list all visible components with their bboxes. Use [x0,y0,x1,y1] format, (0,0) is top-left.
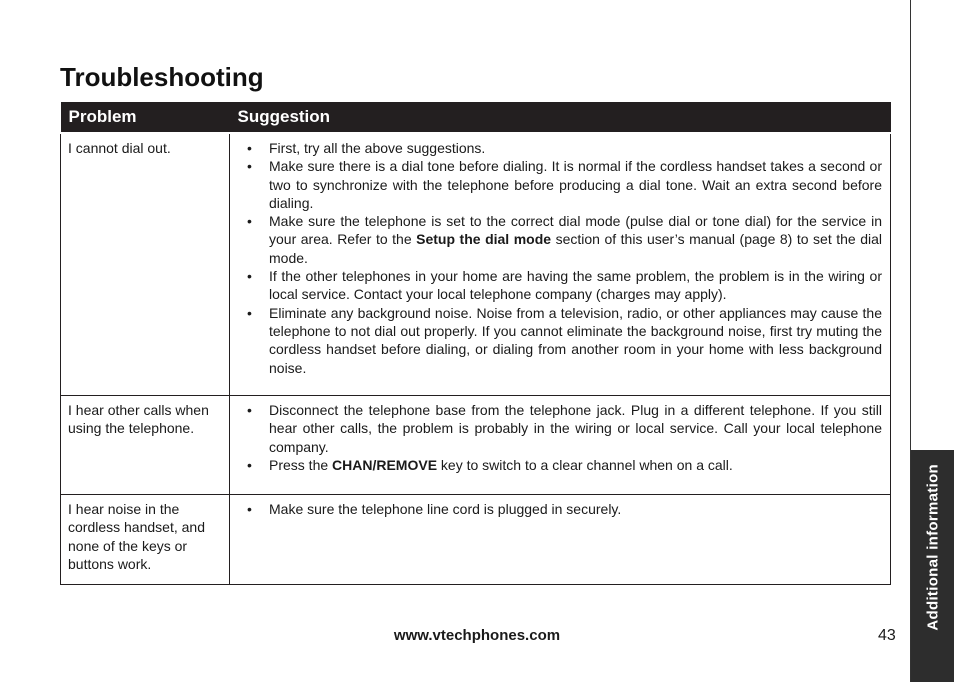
suggestion-item [244,212,882,267]
troubleshooting-table [60,102,891,585]
suggestion-text: Eliminate any background noise. Noise from a television, radio, or other appliances may cause the telephone to not dial out properly. If you cannot eliminate the background noise, first try muting the cordless handset before dialing, or dialing from another room in your home with less background noise. [269,304,882,376]
table-row [61,495,891,585]
suggestion-item [244,401,882,456]
bullet-icon: • [247,213,252,230]
suggestion-list [244,139,882,377]
suggestion-text: key to switch to a clear channel when on a call. [437,456,733,473]
header-problem: Problem [61,102,230,133]
header-suggestion: Suggestion [230,102,891,133]
suggestion-text: Make sure the telephone line cord is plugged in securely. [269,501,622,517]
suggestion-item [244,456,882,474]
table-header-row [61,102,891,133]
suggestion-item [244,157,882,212]
bullet-icon: • [247,304,252,321]
side-tab-label: Additional information [924,464,941,631]
suggestion-bold-text: Setup the dial mode [416,231,552,248]
problem-cell: I hear noise in the cordless handset, and none of the keys or buttons work. [61,495,230,585]
suggestion-text: Make sure the telephone is set to the correct dial mode (pulse dial or tone dial) for the service in your area. Refer to the [269,213,882,248]
table-row [61,396,891,495]
suggestion-cell [230,133,891,396]
table-row [61,133,891,396]
suggestion-text: First, try all the above suggestions. [269,140,486,156]
suggestion-text: If the other telephones in your home are having the same problem, the problem is in the wiring or local service. Contact your local telephone company (charges may apply). [269,268,882,303]
suggestion-text: Make sure there is a dial tone before dialing. It is normal if the cordless handset takes a second or two to synchronize with the telephone before producing a dial tone. Wait an extra second before dialing. [269,158,882,211]
page-title: Troubleshooting [60,62,264,92]
footer-website-link[interactable]: www.vtechphones.com [393,627,561,644]
bullet-icon: • [247,501,252,517]
bullet-icon: • [247,268,252,285]
suggestion-cell [230,396,891,495]
suggestion-item [244,500,882,518]
suggestion-item [244,304,882,377]
page-number: 43 [878,627,896,644]
suggestion-text: Press the [269,456,333,473]
suggestion-bold-text: CHAN/REMOVE [332,456,438,473]
suggestion-cell [230,495,891,585]
suggestion-item [244,139,882,157]
problem-cell: I hear other calls when using the telephone. [61,396,230,495]
suggestion-text: Disconnect the telephone base from the telephone jack. Plug in a different telephone. If you still hear other calls, the problem is probably in the wiring or local service. Call your local telephone company. [269,402,882,455]
bullet-icon: • [247,140,252,156]
suggestion-item [244,267,882,304]
suggestion-list [244,500,882,518]
section-side-tab [911,450,954,682]
problem-cell: I cannot dial out. [61,133,230,396]
suggestion-list [244,401,882,474]
suggestion-text: section of this user’s manual (page 8) to set the dial mode. [269,231,883,266]
bullet-icon: • [247,402,252,418]
bullet-icon: • [247,456,252,473]
bullet-icon: • [247,158,252,175]
